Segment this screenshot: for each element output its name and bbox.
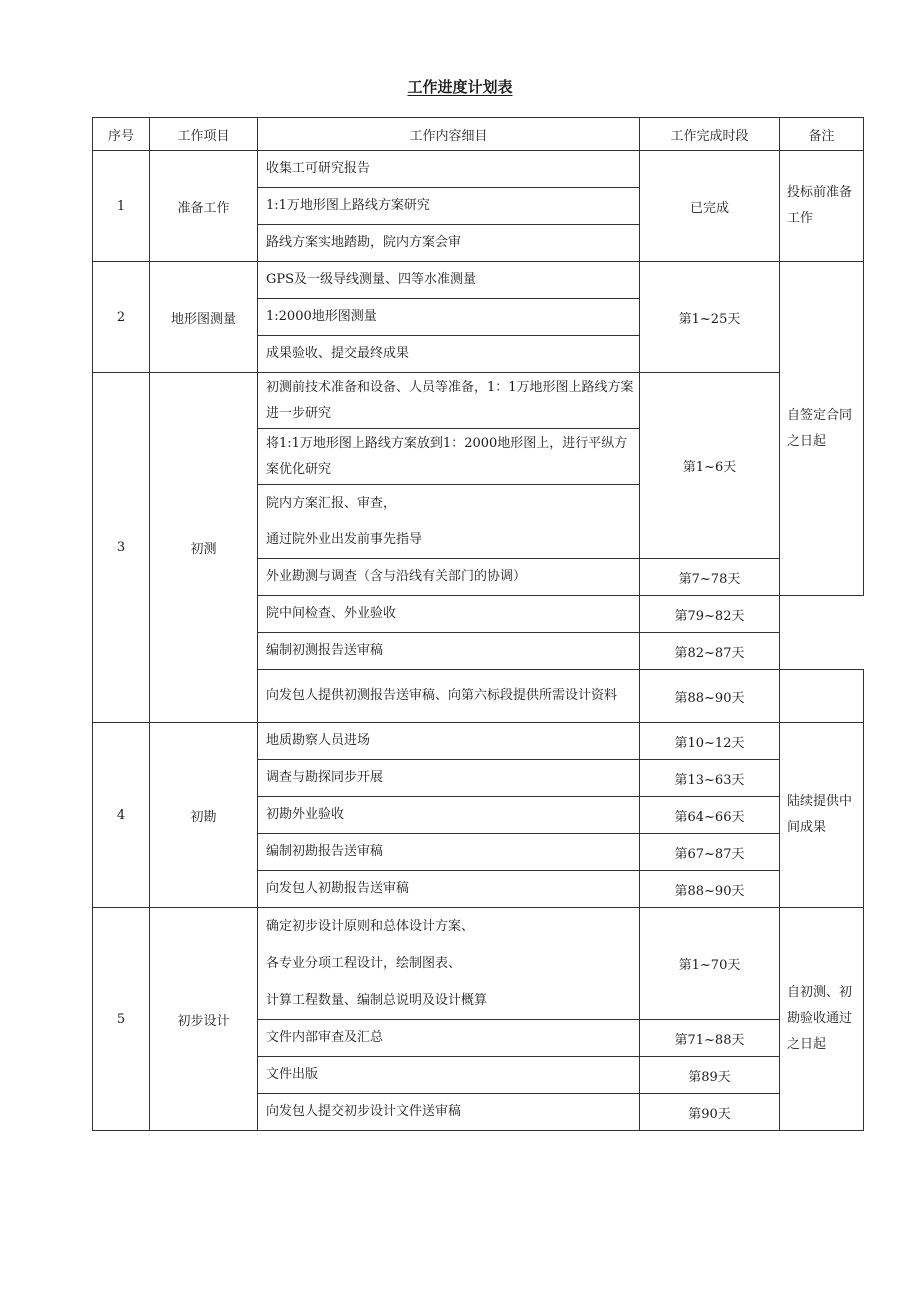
detail-line: 院内方案汇报、审查， xyxy=(266,495,397,511)
table-row xyxy=(93,908,864,1020)
note-cell-empty xyxy=(780,670,864,723)
note-cell: 自签定合同之日起 xyxy=(780,262,864,596)
period-cell: 第71~88天 xyxy=(640,1020,780,1057)
header-detail: 工作内容细目 xyxy=(258,118,640,151)
period-cell: 第64~66天 xyxy=(640,797,780,834)
period-cell: 第88~90天 xyxy=(640,871,780,908)
detail-line: 确定初步设计原则和总体设计方案、 xyxy=(266,919,475,934)
header-item: 工作项目 xyxy=(150,118,258,151)
detail-cell: 编制初测报告送审稿 xyxy=(258,633,640,670)
header-seq: 序号 xyxy=(93,118,150,151)
detail-cell: 路线方案实地踏勘，院内方案会审 xyxy=(258,225,640,262)
period-cell: 第10~12天 xyxy=(640,723,780,760)
detail-cell: 1:1万地形图上路线方案研究 xyxy=(258,188,640,225)
seq-cell: 5 xyxy=(93,908,150,1131)
detail-cell: 文件内部审查及汇总 xyxy=(258,1020,640,1057)
item-cell: 准备工作 xyxy=(150,151,258,262)
item-cell: 初测 xyxy=(150,373,258,723)
seq-cell: 1 xyxy=(93,151,150,262)
schedule-table xyxy=(92,117,864,1131)
detail-cell: GPS及一级导线测量、四等水准测量 xyxy=(258,262,640,299)
detail-cell: 外业勘测与调查（含与沿线有关部门的协调） xyxy=(258,559,640,596)
period-cell: 第1~25天 xyxy=(640,262,780,373)
detail-cell: 初测前技术准备和设备、人员等准备，1：1万地形图上路线方案进一步研究 xyxy=(258,373,640,429)
detail-cell: 编制初勘报告送审稿 xyxy=(258,834,640,871)
table-row xyxy=(93,373,864,429)
seq-cell: 2 xyxy=(93,262,150,373)
detail-cell: 调查与勘探同步开展 xyxy=(258,760,640,797)
detail-cell xyxy=(258,908,640,1020)
note-cell: 陆续提供中间成果 xyxy=(780,723,864,908)
item-cell: 初步设计 xyxy=(150,908,258,1131)
detail-cell: 向发包人提供初测报告送审稿、向第六标段提供所需设计资料 xyxy=(258,670,640,723)
detail-line: 各专业分项工程设计，绘制图表、 xyxy=(266,956,462,971)
period-cell: 第67~87天 xyxy=(640,834,780,871)
header-row xyxy=(93,118,864,151)
detail-cell: 将1:1万地形图上路线方案放到1：2000地形图上，进行平纵方案优化研究 xyxy=(258,429,640,485)
period-cell: 第88~90天 xyxy=(640,670,780,723)
period-cell: 第1~6天 xyxy=(640,373,780,559)
detail-cell: 文件出版 xyxy=(258,1057,640,1094)
detail-cell: 院中间检查、外业验收 xyxy=(258,596,640,633)
detail-line: 计算工程数量、编制总说明及设计概算 xyxy=(266,993,488,1008)
header-period: 工作完成时段 xyxy=(640,118,780,151)
detail-cell: 向发包人提交初步设计文件送审稿 xyxy=(258,1094,640,1131)
period-cell: 第82~87天 xyxy=(640,633,780,670)
header-note: 备注 xyxy=(780,118,864,151)
note-cell: 自初测、初勘验收通过之日起 xyxy=(780,908,864,1131)
document-title: 工作进度计划表 xyxy=(407,78,513,96)
detail-cell: 初勘外业验收 xyxy=(258,797,640,834)
detail-cell: 向发包人初勘报告送审稿 xyxy=(258,871,640,908)
period-cell: 第89天 xyxy=(640,1057,780,1094)
table-row xyxy=(93,723,864,760)
period-cell: 已完成 xyxy=(640,151,780,262)
item-cell: 初勘 xyxy=(150,723,258,908)
detail-cell: 成果验收、提交最终成果 xyxy=(258,336,640,373)
detail-cell: 收集工可研究报告 xyxy=(258,151,640,188)
seq-cell: 4 xyxy=(93,723,150,908)
period-cell: 第7~78天 xyxy=(640,559,780,596)
detail-cell xyxy=(258,485,640,559)
table-row xyxy=(93,262,864,299)
detail-line: 通过院外业出发前事先指导 xyxy=(266,531,423,547)
table-row xyxy=(93,151,864,188)
item-cell: 地形图测量 xyxy=(150,262,258,373)
period-cell: 第79~82天 xyxy=(640,596,780,633)
detail-cell: 地质勘察人员进场 xyxy=(258,723,640,760)
seq-cell: 3 xyxy=(93,373,150,723)
note-cell: 投标前准备工作 xyxy=(780,151,864,262)
detail-cell: 1:2000地形图测量 xyxy=(258,299,640,336)
period-cell: 第1~70天 xyxy=(640,908,780,1020)
period-cell: 第13~63天 xyxy=(640,760,780,797)
period-cell: 第90天 xyxy=(640,1094,780,1131)
